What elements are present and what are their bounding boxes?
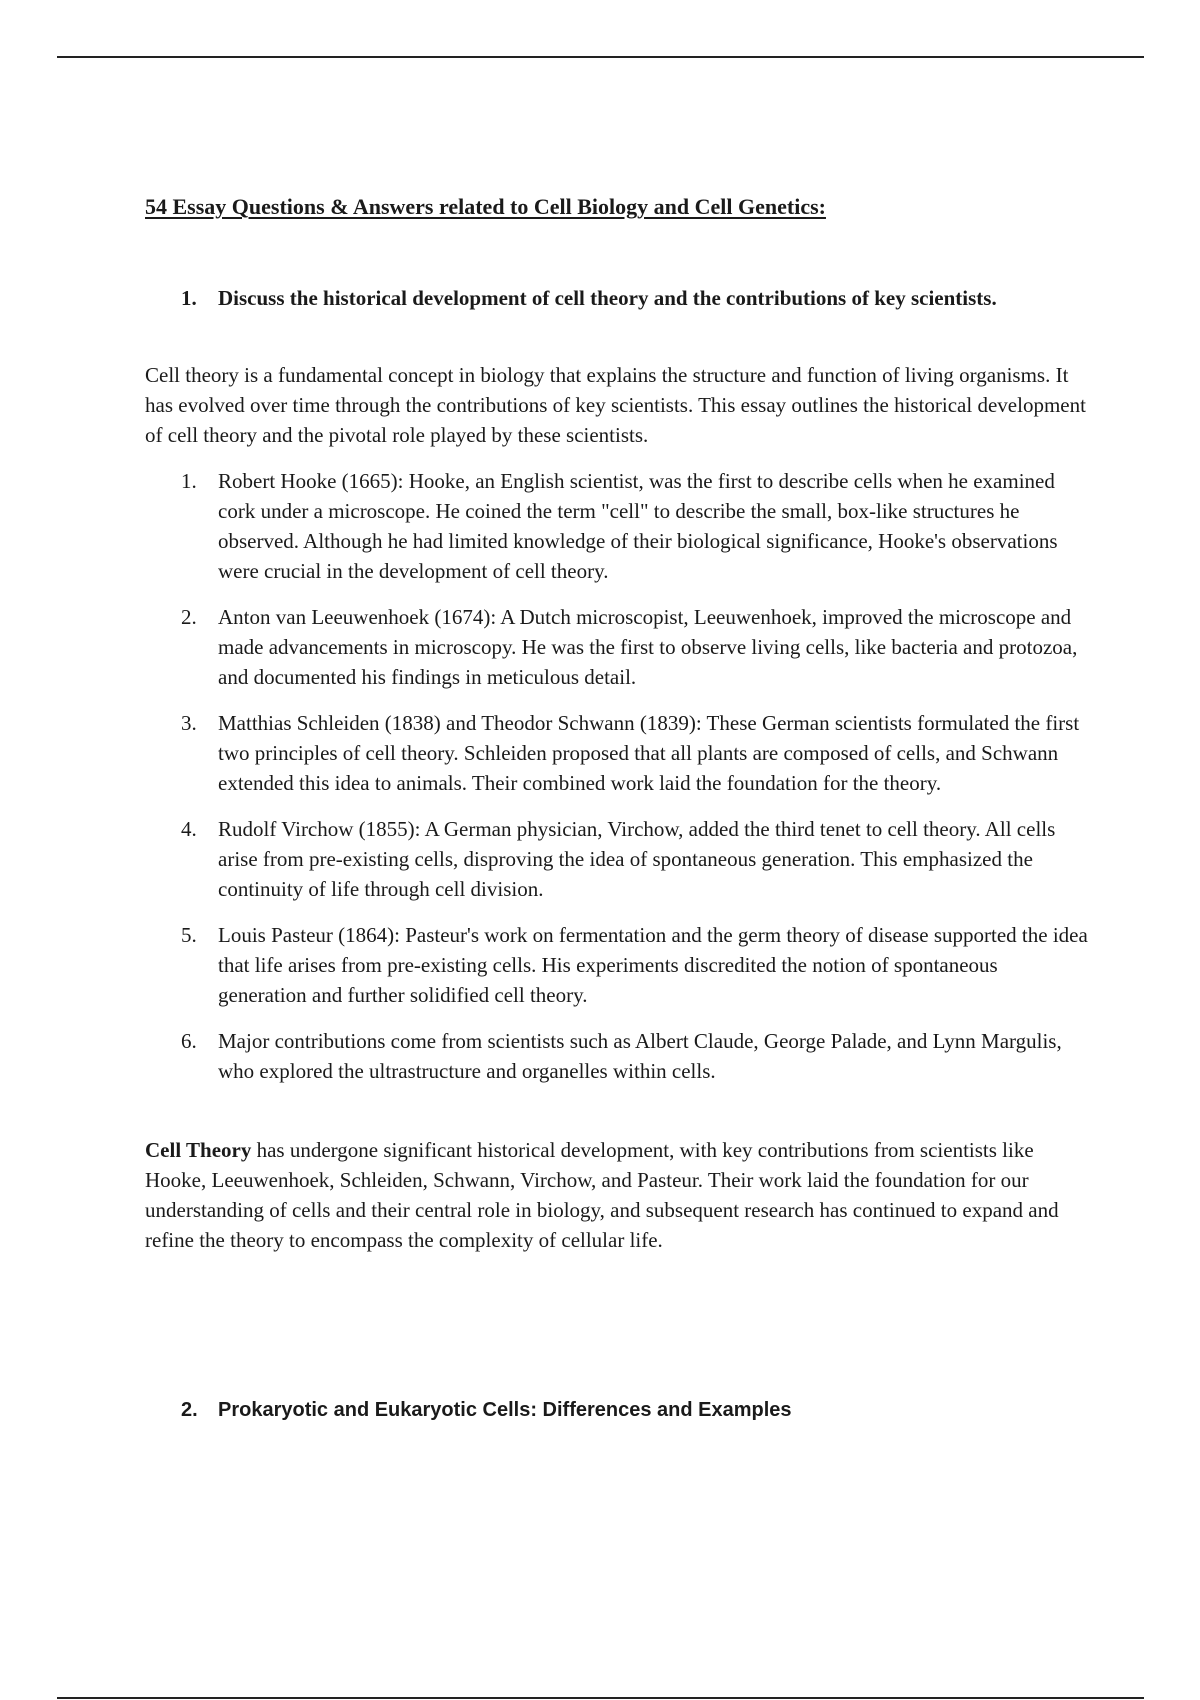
list-item-text: Robert Hooke (1665): Hooke, an English scientist, was the first to describe cells when he examined cork under a microscope. He coined the term "cell" to describe the small, box-like structures he observed. Although he had limited knowledge of their biological significance, Hooke's observations were crucial in the development of cell theory. xyxy=(218,469,1058,583)
list-item-number: 1. xyxy=(181,469,197,493)
conclusion-bold-term: Cell Theory xyxy=(145,1138,252,1162)
list-item-text: Matthias Schleiden (1838) and Theodor Schwann (1839): These German scientists formulated the first two principles of cell theory. Schleiden proposed that all plants are composed of cells, and Schwann extended this idea to animals. Their combined work laid the foundation for the theory. xyxy=(218,711,1080,795)
question-2-heading xyxy=(145,1395,1045,1425)
list-item-text: Louis Pasteur (1864): Pasteur's work on fermentation and the germ theory of disease supported the idea that life arises from pre-existing cells. His experiments discredited the notion of spontaneous generation and further solidified cell theory. xyxy=(218,923,1088,1007)
list-item-text: Major contributions come from scientists such as Albert Claude, George Palade, and Lynn Margulis, who explored the ultrastructure and organelles within cells. xyxy=(218,1029,1062,1083)
list-item-number: 6. xyxy=(181,1029,197,1053)
list-item xyxy=(145,920,1090,1010)
question-1-heading xyxy=(145,283,1045,313)
scientist-contributions-list xyxy=(145,466,1090,1102)
conclusion-paragraph xyxy=(145,1135,1090,1255)
intro-paragraph: Cell theory is a fundamental concept in biology that explains the structure and function of living organisms. It has evolved over time through the contributions of key scientists. This essay outlines the historical development of cell theory and the pivotal role played by these scientists. xyxy=(145,363,1086,447)
list-item xyxy=(145,708,1090,798)
bottom-rule xyxy=(57,1697,1144,1699)
conclusion-text: has undergone significant historical development, with key contributions from scientists like Hooke, Leeuwenhoek, Schleiden, Schwann, Virchow, and Pasteur. Their work laid the foundation for our understanding of cells and their central role in biology, and subsequent research has continued to expand and refine the theory to encompass the complexity of cellular life. xyxy=(145,1138,1059,1252)
list-item-number: 5. xyxy=(181,923,197,947)
list-item xyxy=(145,602,1090,692)
page-title: 54 Essay Questions & Answers related to Cell Biology and Cell Genetics: xyxy=(145,194,826,219)
list-item xyxy=(145,466,1090,586)
list-item-text: Anton van Leeuwenhoek (1674): A Dutch microscopist, Leeuwenhoek, improved the microscope and made advancements in microscopy. He was the first to observe living cells, like bacteria and protozoa, and documented his findings in meticulous detail. xyxy=(218,605,1078,689)
list-item xyxy=(145,814,1090,904)
list-item-number: 2. xyxy=(181,605,197,629)
question-1-text: Discuss the historical development of cell theory and the contributions of key scientists. xyxy=(218,286,997,310)
list-item-number: 4. xyxy=(181,817,197,841)
list-item-number: 3. xyxy=(181,711,197,735)
list-item xyxy=(145,1026,1090,1086)
question-1-number: 1. xyxy=(181,286,197,310)
top-rule xyxy=(57,56,1144,58)
question-2-number: 2. xyxy=(181,1399,198,1421)
question-2-text: Prokaryotic and Eukaryotic Cells: Differences and Examples xyxy=(218,1399,792,1421)
list-item-text: Rudolf Virchow (1855): A German physician, Virchow, added the third tenet to cell theory. All cells arise from pre-existing cells, disproving the idea of spontaneous generation. This emphasized the continuity of life through cell division. xyxy=(218,817,1056,901)
